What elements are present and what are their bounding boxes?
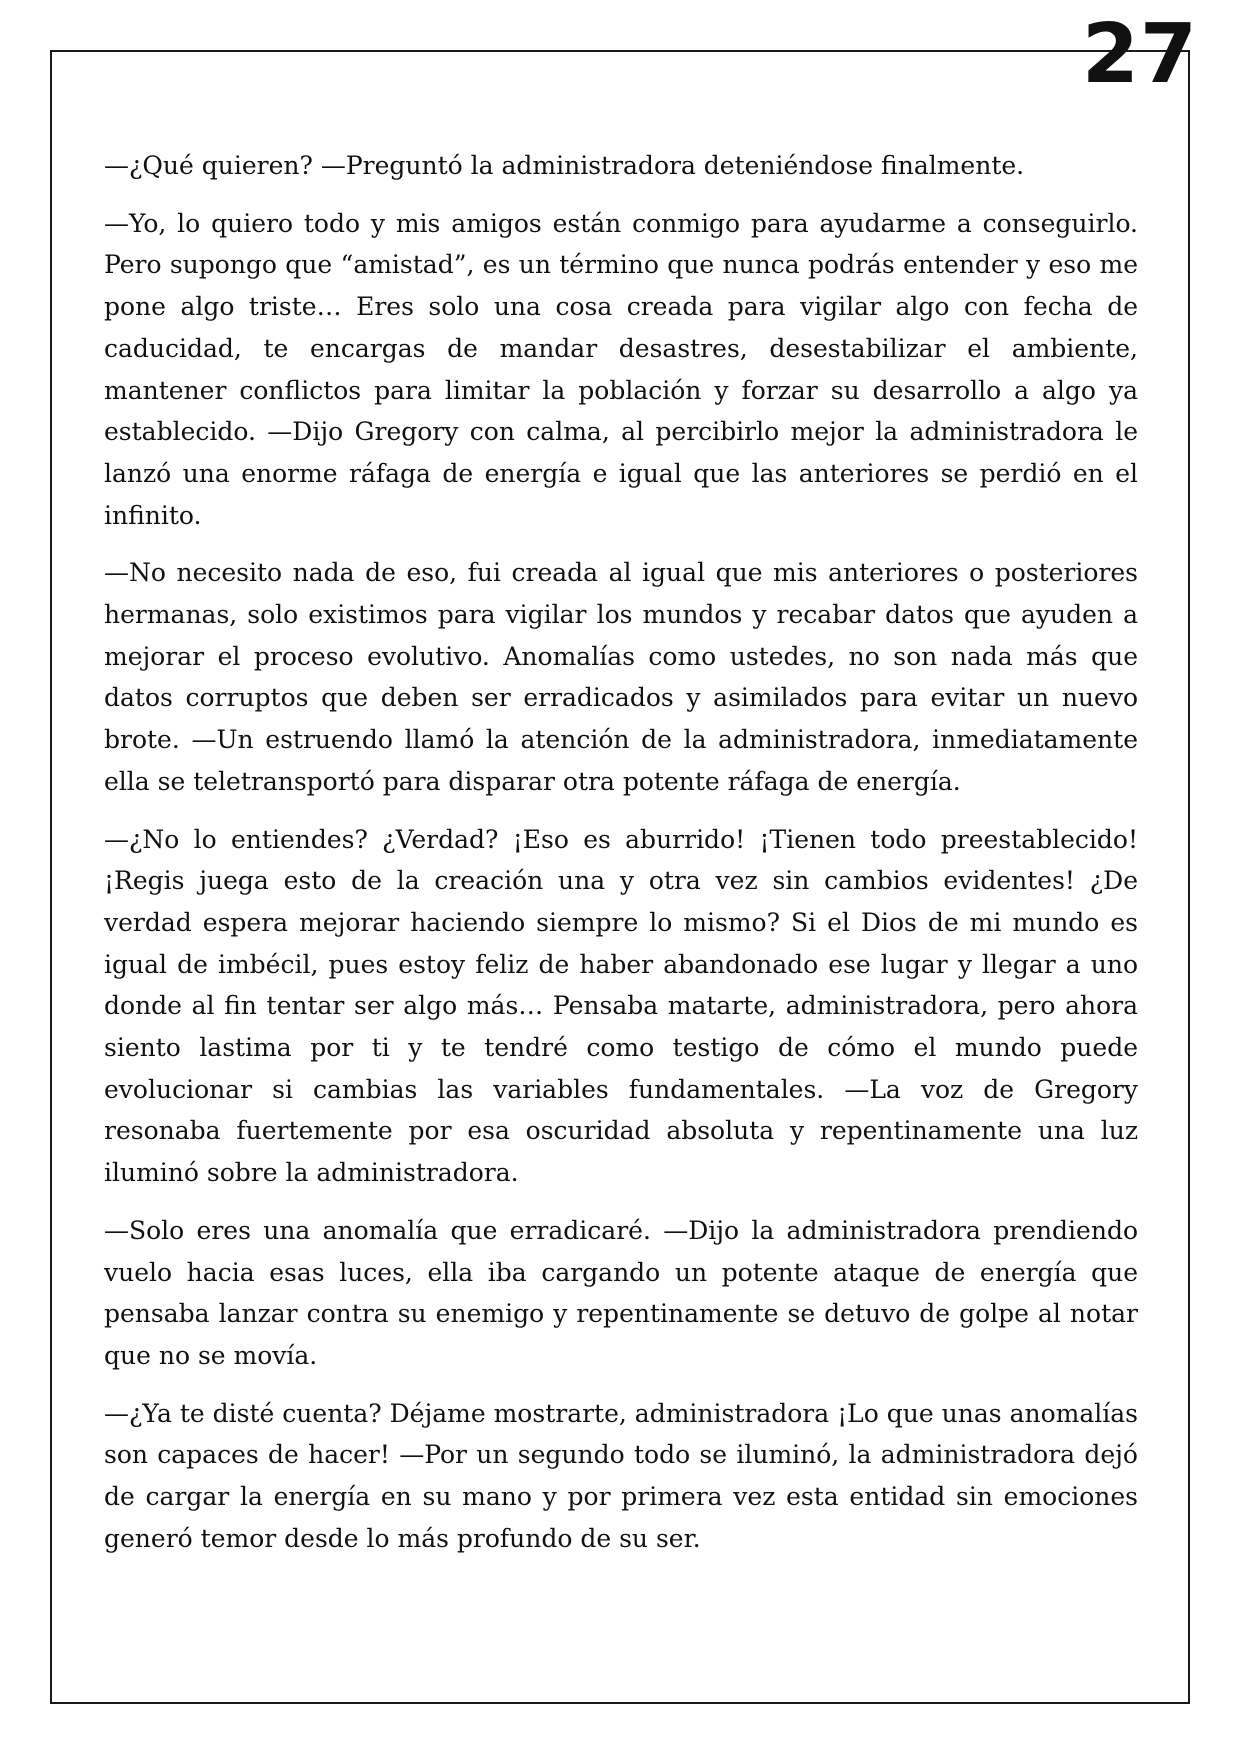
paragraph-4: —¿No lo entiendes? ¿Verdad? ¡Eso es aburrido! ¡Tienen todo preestablecido! ¡Regis juega esto de la creación una y otra vez sin cambios evidentes! ¿De verdad espera mejorar haciendo siempre lo mismo? Si el Dios de mi mundo es igual de imbécil, pues estoy feliz de haber abandonado ese lugar y llegar a uno donde al fin tentar ser algo más… Pensaba matarte, administradora, pero ahora siento lastima por ti y te tendré como testigo de cómo el mundo puede evolucionar si cambias las variables fundamentales. —La voz de Gregory resonaba fuertemente por esa oscuridad absoluta y repentinamente una luz iluminó sobre la administradora.	[104, 824, 1138, 1188]
paragraph-6: —¿Ya te disté cuenta? Déjame mostrarte, administradora ¡Lo que unas anomalías son capaces de hacer! —Por un segundo todo se iluminó, la administradora dejó de cargar la energía en su mano y por primera vez esta entidad sin emociones generó temor desde lo más profundo de su ser.	[104, 1398, 1138, 1553]
paragraph-3: —No necesito nada de eso, fui creada al igual que mis anteriores o posteriores hermanas, solo existimos para vigilar los mundos y recabar datos que ayuden a mejorar el proceso evolutivo. Anomalías como ustedes, no son nada más que datos corruptos que deben ser erradicados y asimilados para evitar un nuevo brote. —Un estruendo llamó la atención de la administradora, inmediatamente ella se teletransportó para disparar otra potente ráfaga de energía.	[104, 558, 1138, 796]
paragraph-1: —¿Qué quieren? —Preguntó la administradora deteniéndose finalmente.	[104, 151, 1025, 180]
paragraph-5: —Solo eres una anomalía que erradicaré. —Dijo la administradora prendiendo vuelo hacia esas luces, ella iba cargando un potente ataque de energía que pensaba lanzar contra su enemigo y repentinamente se detuvo de golpe al notar que no se movía.	[104, 1215, 1138, 1370]
story-text	[104, 145, 1138, 1576]
page-number: 27	[1081, 7, 1198, 102]
paragraph-2: —Yo, lo quiero todo y mis amigos están conmigo para ayudarme a conseguirlo. Pero supongo que “amistad”, es un término que nunca podrás entender y eso me pone algo triste… Eres solo una cosa creada para vigilar algo con fecha de caducidad, te encargas de mandar desastres, desestabilizar el ambiente, mantener conflictos para limitar la población y forzar su desarrollo a algo ya establecido. —Dijo Gregory con calma, al percibirlo mejor la administradora le lanzó una enorme ráfaga de energía e igual que las anteriores se perdió en el infinito.	[104, 208, 1138, 530]
